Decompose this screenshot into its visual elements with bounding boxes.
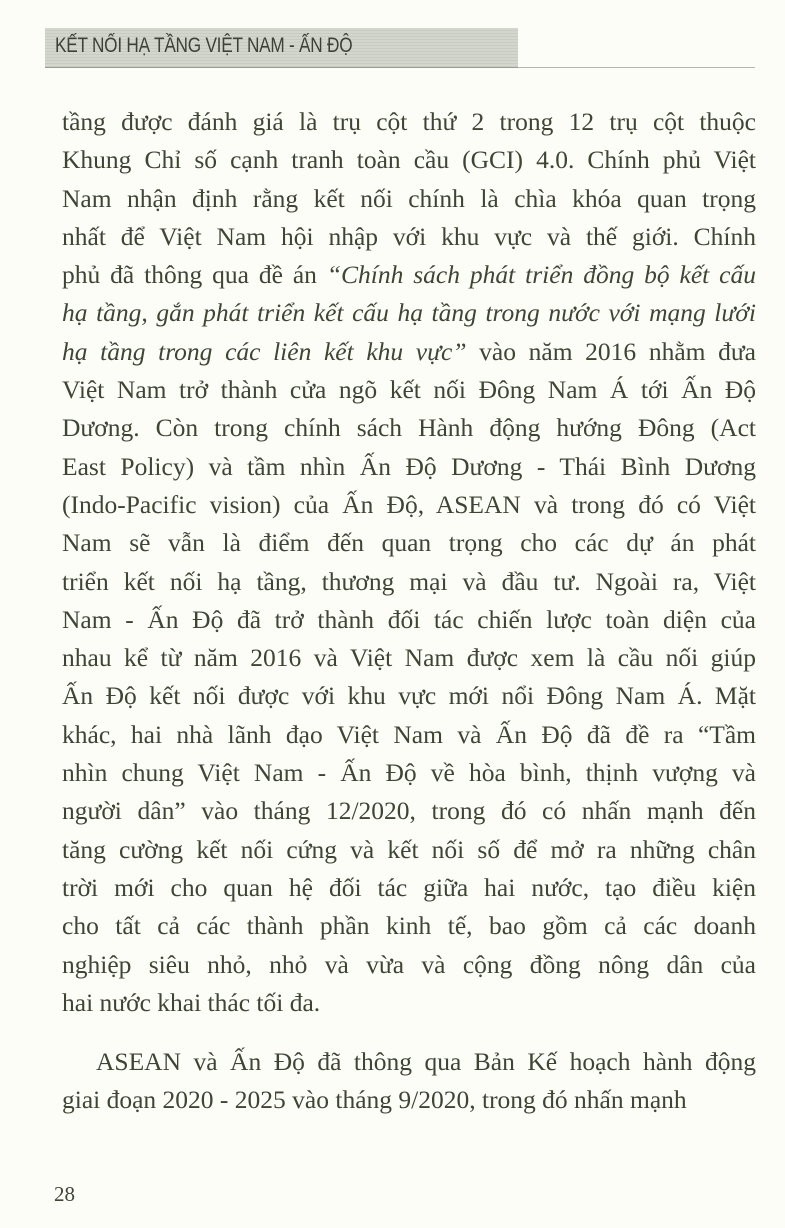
text-line	[62, 831, 756, 869]
paragraph	[62, 1043, 756, 1120]
text-run: phủ đã thông qua đề án	[62, 260, 327, 290]
text-line	[62, 907, 756, 945]
text-run: giai đoạn 2020 - 2025 vào tháng 9/2020, trong đó nhấn mạnh	[62, 1085, 687, 1115]
body-text	[62, 103, 756, 1120]
text-line	[62, 754, 756, 792]
text-line	[62, 486, 756, 524]
text-line	[62, 601, 756, 639]
text-run: nhất để Việt Nam hội nhập với khu vực và thế giới. Chính	[62, 221, 756, 251]
text-line	[62, 103, 756, 141]
text-run: Dương. Còn trong chính sách Hành động hướng Đông (Act	[62, 413, 756, 443]
text-line	[62, 333, 756, 371]
running-header-title: KẾT NỐI HẠ TẦNG VIỆT NAM - ẤN ĐỘ	[55, 34, 353, 57]
text-run: người dân” vào tháng 12/2020, trong đó có nhấn mạnh đến	[62, 796, 756, 826]
page-number: 28	[54, 1182, 75, 1206]
text-line	[62, 716, 756, 754]
text-run: Nam sẽ vẫn là điểm đến quan trọng cho các dự án phát	[62, 528, 756, 558]
text-run: khác, hai nhà lãnh đạo Việt Nam và Ấn Độ đã đề ra “Tầm	[62, 719, 756, 749]
text-run: nghiệp siêu nhỏ, nhỏ và vừa và cộng đồng nông dân của	[62, 949, 756, 979]
text-line	[62, 1081, 756, 1119]
text-run: nhìn chung Việt Nam - Ấn Độ về hòa bình, thịnh vượng và	[62, 758, 756, 788]
text-line	[62, 869, 756, 907]
text-run: vào năm 2016 nhằm đưa	[466, 336, 756, 366]
text-run: Ấn Độ kết nối được với khu vực mới nổi Đông Nam Á. Mặt	[62, 681, 756, 711]
text-line	[62, 563, 756, 601]
text-run: ASEAN và Ấn Độ đã thông qua Bản Kế hoạch hành động	[96, 1047, 756, 1077]
text-run: (Indo-Pacific vision) của Ấn Độ, ASEAN và trong đó có Việt	[62, 489, 756, 519]
text-line	[62, 792, 756, 830]
text-line	[62, 180, 756, 218]
text-run: Việt Nam trở thành cửa ngõ kết nối Đông Nam Á tới Ấn Độ	[62, 375, 756, 405]
text-line	[62, 946, 756, 984]
text-run: tăng cường kết nối cứng và kết nối số để mở ra những chân	[62, 834, 756, 864]
text-line	[62, 1043, 756, 1081]
text-line	[62, 448, 756, 486]
text-run: nhau kể từ năm 2016 và Việt Nam được xem là cầu nối giúp	[62, 643, 756, 673]
text-line	[62, 294, 756, 332]
text-run: hai nước khai thác tối đa.	[62, 987, 321, 1017]
header-rule-divider	[518, 67, 755, 68]
text-line	[62, 409, 756, 447]
italic-text: hạ tầng, gắn phát triển kết cấu hạ tầng trong nước với mạng lưới	[62, 298, 756, 328]
text-line	[62, 524, 756, 562]
italic-text: hạ tầng trong các liên kết khu vực”	[62, 336, 467, 366]
paragraph-gap	[62, 1022, 756, 1043]
text-line	[62, 984, 756, 1022]
text-line	[62, 371, 756, 409]
text-run: tầng được đánh giá là trụ cột thứ 2 trong 12 trụ cột thuộc	[62, 107, 756, 136]
text-run: Nam - Ấn Độ đã trở thành đối tác chiến lược toàn diện của	[62, 604, 756, 634]
text-line	[62, 256, 756, 294]
text-run: triển kết nối hạ tầng, thương mại và đầu tư. Ngoài ra, Việt	[62, 566, 756, 596]
text-line	[62, 218, 756, 256]
text-line	[62, 639, 756, 677]
text-line	[62, 677, 756, 715]
text-run: Khung Chỉ số cạnh tranh toàn cầu (GCI) 4.0. Chính phủ Việt	[62, 145, 756, 175]
paragraph	[62, 103, 756, 1022]
text-run: cho tất cả các thành phần kinh tế, bao gồm cả các doanh	[62, 911, 756, 941]
italic-text: “Chính sách phát triển đồng bộ kết cấu	[326, 260, 756, 290]
text-run: trời mới cho quan hệ đối tác giữa hai nước, tạo điều kiện	[62, 872, 756, 902]
running-header-bar	[45, 28, 518, 68]
text-line	[62, 141, 756, 179]
text-run: Nam nhận định rằng kết nối chính là chìa khóa quan trọng	[62, 183, 756, 213]
text-run: East Policy) và tầm nhìn Ấn Độ Dương - Thái Bình Dương	[62, 451, 756, 481]
